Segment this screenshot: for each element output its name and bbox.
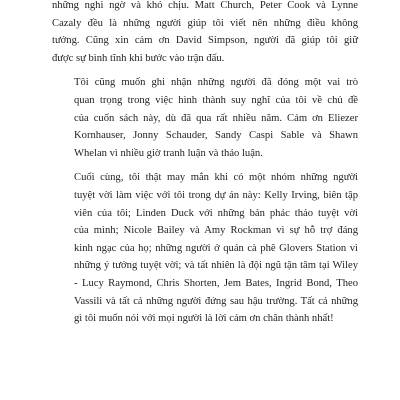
body-text [52,0,358,335]
text-line: của cuốn sách này, dù đã qua rất nhiều năm. Cảm ơn Eliezer [74,112,358,124]
text-line: những ý tưởng tuyệt vời; và tất nhiên là đội ngũ tận tâm tại Wiley [74,260,358,272]
text-line: Cazaly đều là những người giúp tôi viết nên những điều không [52,17,358,29]
paragraph-2 [52,74,358,162]
text-line: Kornhauser, Jonny Schauder, Sandy Caspi Sable và Shawn [74,130,358,142]
text-line: những nghi ngờ và khó chịu. Matt Church, Peter Cook và Lynne [52,0,358,11]
paragraph-3 [52,169,358,327]
text-line: kinh ngạc của họ; những người ở quán cà phê Glovers Station vì [74,242,358,254]
text-line: - Lucy Raymond, Chris Shorten, Jem Bates, Ingrid Bond, Theo [74,277,358,289]
text-line: gì tôi muốn nói với mọi người là lời cảm ơn chân thành nhất! [74,313,334,325]
text-line: Tôi cũng muốn ghi nhận những người đã đóng một vai trò [74,77,358,89]
text-line: Whelan vì nhiều giờ tranh luận và thảo luận. [74,147,263,159]
paragraph-1 [52,0,358,67]
text-line: tưởng. Cũng xin cảm ơn David Simpson, người đã giúp tôi giữ [52,35,358,47]
text-line: được sự bình tĩnh khi bước vào trận đấu. [52,52,225,64]
text-line: Cuối cùng, tôi thật may mắn khi có một nhóm những người [74,172,358,184]
text-line: Vassili và tất cả những người đứng sau hậu trường. Tất cả những [74,295,358,307]
text-line: viên của tôi; Linden Duck với những bản phác thảo tuyệt vời [74,207,358,219]
text-line: của mình; Nicole Bailey và Amy Rockman vì sự hỗ trợ đáng [74,225,358,237]
text-line: quan trọng trong việc hình thành suy nghĩ của tôi về chủ đề [74,94,358,106]
text-line: tuyệt vời làm việc với tôi trong dự án này: Kelly Irving, biên tập [74,189,358,201]
